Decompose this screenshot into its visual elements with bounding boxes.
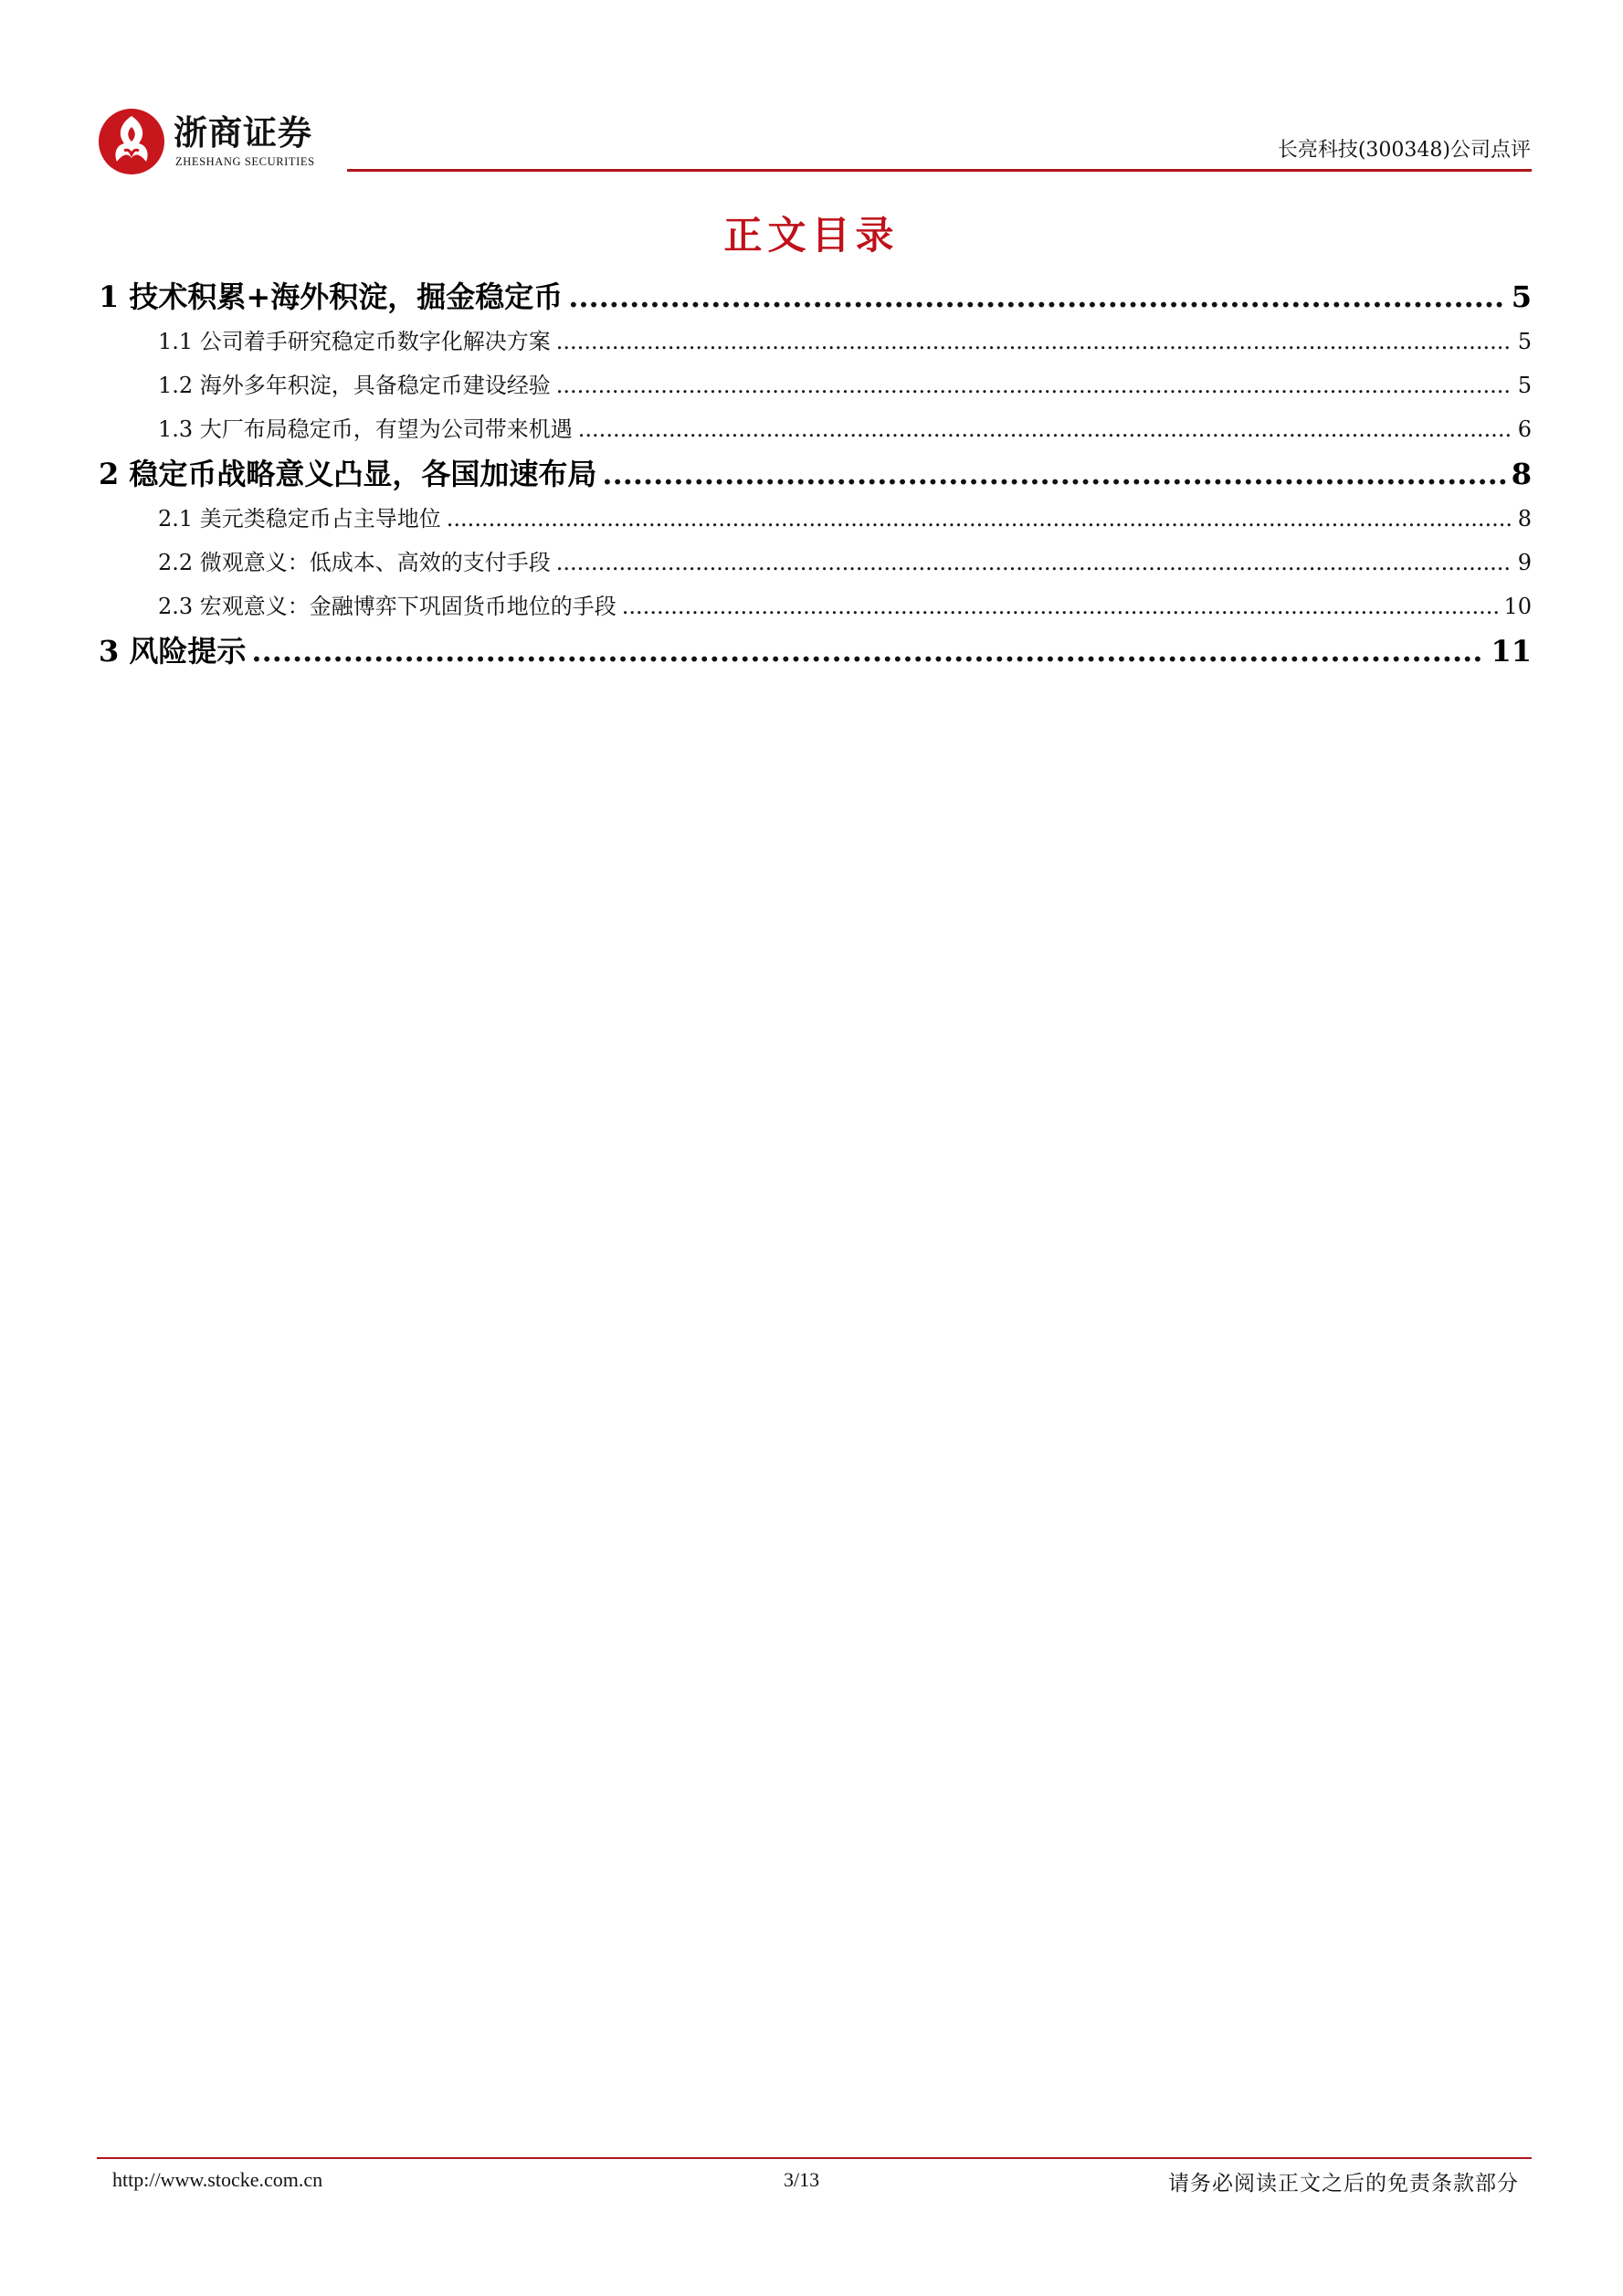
- toc-page-number: 5: [1517, 329, 1532, 354]
- toc-dot-leader: [556, 320, 1512, 363]
- toc-entry-label: 2 稳定币战略意义凸显，各国加速布局: [99, 457, 597, 491]
- toc-dot-leader: [556, 363, 1512, 407]
- toc-page-number: 5: [1511, 279, 1532, 314]
- toc-entry-1-1[interactable]: [99, 320, 1532, 363]
- toc-dot-leader: [602, 451, 1505, 497]
- document-reference: 长亮科技(300348)公司点评: [1277, 139, 1531, 162]
- toc-entry-label: 1.2 海外多年积淀，具备稳定币建设经验: [158, 373, 551, 398]
- toc-entry-2-1[interactable]: [99, 497, 1532, 541]
- toc-entry-2-3[interactable]: [99, 585, 1532, 628]
- company-logo: [97, 103, 343, 180]
- toc-dot-leader: [622, 585, 1499, 628]
- toc-page-number: 9: [1517, 550, 1532, 575]
- toc-entry-1[interactable]: [99, 274, 1532, 320]
- toc-entry-1-2[interactable]: [99, 363, 1532, 407]
- toc-entry-label: 2.2 微观意义：低成本、高效的支付手段: [158, 550, 551, 575]
- footer-divider: [97, 2157, 1532, 2159]
- toc-entry-label: 2.3 宏观意义：金融博弈下巩固货币地位的手段: [158, 594, 617, 619]
- toc-page-number: 8: [1511, 457, 1532, 491]
- toc-page-number: 11: [1491, 634, 1532, 669]
- toc-entry-1-3[interactable]: [99, 407, 1532, 451]
- footer-page-number: 3/13: [784, 2168, 820, 2191]
- toc-page-number: 6: [1517, 416, 1532, 442]
- toc-page-number: 5: [1517, 373, 1532, 398]
- header-divider: [347, 169, 1532, 172]
- toc-entry-2[interactable]: [99, 451, 1532, 497]
- toc-page-number: 10: [1503, 594, 1532, 619]
- toc-entry-2-2[interactable]: [99, 541, 1532, 585]
- toc-entry-label: 1.1 公司着手研究稳定币数字化解决方案: [158, 329, 551, 354]
- toc-entry-label: 3 风险提示: [99, 634, 247, 669]
- toc-entry-label: 1 技术积累+海外积淀，掘金稳定币: [99, 279, 564, 314]
- toc-entry-label: 1.3 大厂布局稳定币，有望为公司带来机遇: [158, 416, 573, 442]
- toc-dot-leader: [251, 628, 1485, 674]
- toc-dot-leader: [447, 497, 1512, 541]
- table-of-contents: [99, 274, 1532, 674]
- toc-entry-label: 2.1 美元类稳定币占主导地位: [158, 506, 441, 532]
- logo-chinese-name: 浙商证券: [174, 113, 312, 153]
- toc-entry-3[interactable]: [99, 628, 1532, 674]
- logo-english-name: ZHESHANG SECURITIES: [175, 155, 315, 168]
- zheshang-logo-icon: [97, 107, 166, 176]
- toc-page-number: 8: [1517, 506, 1532, 532]
- footer-url[interactable]: http://www.stocke.com.cn: [112, 2168, 323, 2191]
- toc-dot-leader: [568, 274, 1506, 320]
- footer-disclaimer: 请务必阅读正文之后的免责条款部分: [1168, 2172, 1519, 2196]
- toc-dot-leader: [578, 407, 1512, 451]
- page-title: 正文目录: [723, 213, 900, 258]
- toc-dot-leader: [556, 541, 1512, 585]
